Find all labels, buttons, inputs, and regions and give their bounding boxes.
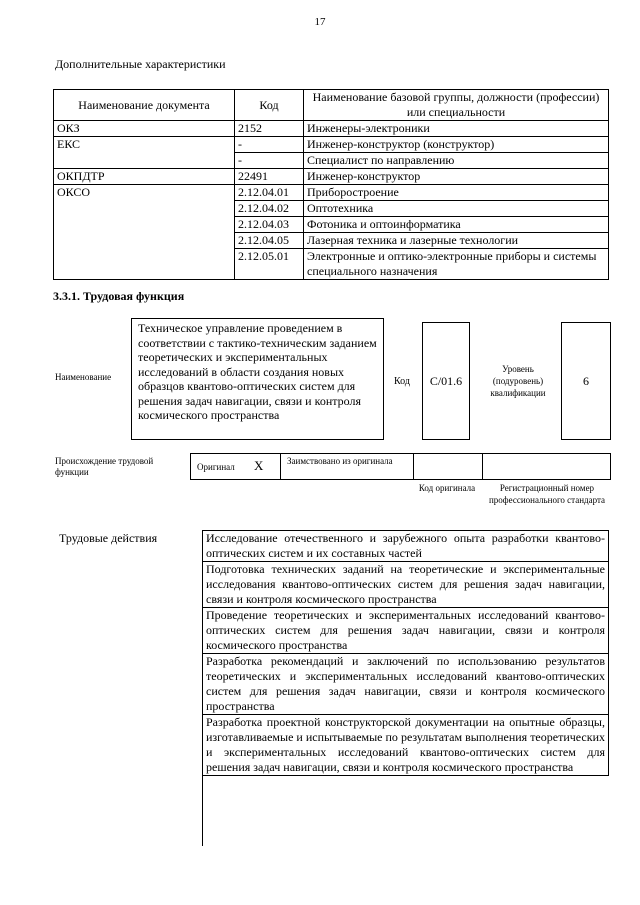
header-name: Наименование базовой группы, должности (профессии) или специальности bbox=[304, 90, 609, 121]
group-name-cell: Приборостроение bbox=[304, 185, 609, 201]
table-row bbox=[54, 137, 609, 153]
labor-action-item: Разработка проектной конструкторской документации на опытные образцы, изготавливаемые и испытываемые по результатам выполнения теоретических и экспериментальных исследований квантово-оптических систем для решения задач навигации, связи и контроля космического пространства bbox=[203, 715, 609, 776]
code-cell: 2.12.04.02 bbox=[235, 201, 304, 217]
empty-cell bbox=[203, 776, 609, 847]
section-title: Дополнительные характеристики bbox=[55, 57, 226, 71]
name-label: Наименование bbox=[55, 372, 112, 382]
original-label: Оригинал bbox=[197, 462, 235, 472]
code-cell: 2.12.04.03 bbox=[235, 217, 304, 233]
group-name-cell: Инженеры-электроники bbox=[304, 121, 609, 137]
labor-actions-label: Трудовые действия bbox=[53, 531, 203, 847]
labor-actions-table bbox=[53, 530, 609, 846]
table-row bbox=[54, 121, 609, 137]
group-name-cell: Лазерная техника и лазерные технологии bbox=[304, 233, 609, 249]
table-row bbox=[54, 169, 609, 185]
labor-action-item: Проведение теоретических и экспериментальных исследований квантово-оптических систем для решения задач навигации, связи и контроля космического пространства bbox=[203, 608, 609, 654]
function-heading: 3.3.1. Трудовая функция bbox=[53, 289, 185, 303]
page-number: 17 bbox=[314, 16, 326, 28]
group-name-cell: Электронные и оптико-электронные приборы и системы специального назначения bbox=[304, 249, 609, 280]
header-code: Код bbox=[235, 90, 304, 121]
group-name-cell: Инженер-конструктор bbox=[304, 169, 609, 185]
code-cell: 2.12.04.01 bbox=[235, 185, 304, 201]
document-name-cell: ОКЗ bbox=[54, 121, 235, 137]
group-name-cell: Фотоника и оптоинформатика bbox=[304, 217, 609, 233]
group-name-cell: Оптотехника bbox=[304, 201, 609, 217]
level-label: Уровень (подуровень) квалификации bbox=[490, 364, 546, 398]
code-cell: 22491 bbox=[235, 169, 304, 185]
origin-label: Происхождение трудовой функции bbox=[55, 456, 154, 477]
table-row bbox=[53, 531, 609, 562]
labor-action-item: Разработка рекомендаций и заключений по использованию результатов теоретических и экспериментальных исследований квантово-оптических систем для решения задач навигации, связи и контроля космического пространства bbox=[203, 654, 609, 715]
code-cell: - bbox=[235, 137, 304, 153]
labor-action-item: Исследование отечественного и зарубежного опыта разработки квантово-оптических систем и их составных частей bbox=[203, 531, 609, 562]
document-name-cell: ОКПДТР bbox=[54, 169, 235, 185]
document-name-cell: ОКСО bbox=[54, 185, 235, 280]
function-code: C/01.6 bbox=[422, 322, 470, 440]
labor-action-item: Подготовка технических заданий на теоретические и экспериментальные исследования квантово-оптических систем для решения задач навигации, связи и контроля космического пространства bbox=[203, 562, 609, 608]
code-label: Код bbox=[394, 376, 410, 387]
code-cell: 2.12.04.05 bbox=[235, 233, 304, 249]
reg-number-label: Регистрационный номер профессионального стандарта bbox=[488, 483, 606, 505]
qualification-level: 6 bbox=[561, 322, 611, 440]
code-cell: 2.12.05.01 bbox=[235, 249, 304, 280]
document-name-cell: ЕКС bbox=[54, 137, 235, 169]
borrowed-label: Заимствовано из оригинала bbox=[287, 456, 393, 466]
header-document: Наименование документа bbox=[54, 90, 235, 121]
table-row bbox=[54, 185, 609, 201]
group-name-cell: Инженер-конструктор (конструктор) bbox=[304, 137, 609, 153]
group-name-cell: Специалист по направлению bbox=[304, 153, 609, 169]
origin-row bbox=[190, 453, 611, 480]
additional-characteristics-table bbox=[53, 89, 609, 280]
code-cell: - bbox=[235, 153, 304, 169]
original-mark: X bbox=[254, 458, 264, 473]
function-name: Техническое управление проведением в соответствии с тактико-техническим заданием теоретических и экспериментальных исследований в области создания новых образцов квантово-оптических систем для решения задач навигации, связи и контроля космического пространства bbox=[131, 318, 384, 440]
code-cell: 2152 bbox=[235, 121, 304, 137]
code-original-label: Код оригинала bbox=[418, 483, 476, 493]
